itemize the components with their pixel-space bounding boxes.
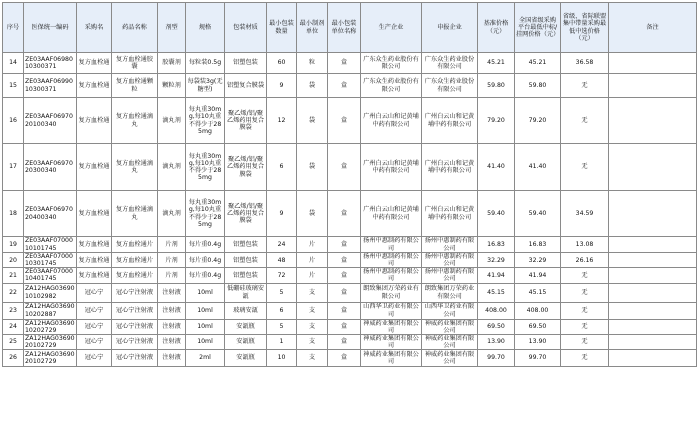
- table-cell: 片剂: [158, 253, 186, 268]
- table-cell: ZE03AAF0697020300340: [24, 144, 77, 191]
- column-header: 备注: [609, 3, 697, 53]
- table-cell: 广东众生药业股份有限公司: [422, 53, 478, 74]
- table-cell: [609, 191, 697, 237]
- table-cell: 41.94: [478, 268, 515, 283]
- drug-price-table: [2, 2, 697, 367]
- table-cell: 冠心宁: [77, 283, 112, 302]
- table-cell: ZA12HAG0369020102729: [25, 350, 75, 365]
- table-cell: ZE03AAF0699010300371: [24, 74, 77, 98]
- table-row: [3, 237, 697, 253]
- table-cell: 粒: [297, 53, 328, 74]
- table-cell: 无: [561, 334, 609, 349]
- table-cell: 冠心宁注射液: [112, 302, 158, 319]
- table-cell: 无: [561, 302, 609, 319]
- table-cell: 复方血栓通: [77, 237, 112, 253]
- table-cell: 无: [561, 319, 609, 334]
- table-cell: 13.90: [515, 334, 561, 349]
- table-cell: [609, 253, 697, 268]
- table-cell: 复方血栓通片: [112, 237, 158, 253]
- column-header: 医保统一编码: [24, 3, 77, 53]
- table-cell: 袋: [297, 144, 328, 191]
- table-cell: 41.94: [515, 268, 561, 283]
- table-cell: 每片重0.4g: [186, 268, 225, 283]
- table-cell: 69.50: [478, 319, 515, 334]
- table-cell: 盒: [328, 350, 361, 367]
- table-cell: 复方血栓通滴丸: [112, 144, 158, 191]
- table-cell: 盒: [328, 53, 361, 74]
- table-cell: 支: [297, 283, 328, 302]
- table-cell: 408.00: [478, 302, 515, 319]
- table-cell: 广州白云山和记黄埔中药有限公司: [361, 191, 422, 237]
- table-cell: 复方血栓通: [77, 74, 112, 98]
- table-cell: 12: [267, 98, 297, 144]
- table-cell: 20: [3, 253, 24, 268]
- table-cell: 21: [3, 268, 24, 283]
- table-cell: ZA12HAG0369020102729: [25, 334, 75, 349]
- table-cell: 10ml: [186, 334, 225, 349]
- table-cell: 盒: [328, 334, 361, 349]
- table-cell: 注射液: [158, 319, 186, 334]
- table-cell: 23: [3, 302, 24, 319]
- table-cell: 铝塑包装: [225, 253, 267, 268]
- column-header: 最小制剂单位: [297, 3, 328, 53]
- table-cell: 2ml: [186, 350, 225, 367]
- table-cell: 广州白云山和记黄埔中药有限公司: [361, 144, 422, 191]
- table-cell: 45.15: [515, 283, 561, 302]
- table-cell: 每片重0.4g: [186, 237, 225, 253]
- column-header: 省级、省际联盟集中带量采购最低中选价格（元）: [561, 3, 609, 53]
- table-cell: 冠心宁注射液: [112, 319, 158, 334]
- table-cell: 山西华卫药业有限公司: [361, 302, 422, 319]
- table-cell: [609, 350, 697, 367]
- table-cell: 盒: [328, 144, 361, 191]
- table-cell: 注射液: [158, 334, 186, 349]
- table-cell: 无: [561, 74, 609, 98]
- table-cell: 41.40: [478, 144, 515, 191]
- column-header: 药品名称: [112, 3, 158, 53]
- table-cell: 袋: [297, 191, 328, 237]
- table-cell: 复方血栓通片: [112, 268, 158, 283]
- table-cell: 复方血栓通: [77, 268, 112, 283]
- table-cell: 聚乙烯/铝/聚乙烯药用复合膜袋: [225, 98, 267, 144]
- table-cell: 复方血栓通: [77, 53, 112, 74]
- table-cell: 24: [3, 319, 24, 334]
- table-cell: 聚乙烯/铝/聚乙烯药用复合膜袋: [225, 144, 267, 191]
- table-row: [3, 191, 697, 237]
- table-cell: 支: [297, 350, 328, 367]
- column-header: 采购名: [77, 3, 112, 53]
- table-cell: 滴丸剂: [158, 144, 186, 191]
- table-cell: 支: [297, 334, 328, 349]
- table-cell: 支: [297, 319, 328, 334]
- table-cell: 扬州中惠制药有限公司: [422, 268, 478, 283]
- table-cell: 片剂: [158, 268, 186, 283]
- table-cell: 48: [267, 253, 297, 268]
- table-cell: 408.00: [515, 302, 561, 319]
- table-cell: ZE03AAF0700010401745: [24, 268, 77, 283]
- table-cell: 99.70: [515, 350, 561, 367]
- table-cell: 广州白云山和记黄埔中药有限公司: [422, 144, 478, 191]
- table-cell: 26: [3, 350, 24, 367]
- table-cell: 扬州中惠制药有限公司: [361, 268, 422, 283]
- table-cell: 13.90: [478, 334, 515, 349]
- table-cell: 9: [267, 191, 297, 237]
- table-cell: 广东众生药业股份有限公司: [422, 74, 478, 98]
- table-cell: 广州白云山和记黄埔中药有限公司: [422, 191, 478, 237]
- table-cell: 片: [297, 268, 328, 283]
- table-cell: 片剂: [158, 237, 186, 253]
- table-cell: ZE03AAF0697020400340: [24, 191, 77, 237]
- table-cell: ZA12HAG0369010102982: [24, 283, 77, 302]
- table-cell: 低硼硅玻璃安瓿: [225, 283, 267, 302]
- table-cell: 复方血栓通: [77, 144, 112, 191]
- table-cell: 复方血栓通胶囊: [112, 53, 158, 74]
- table-cell: ZE03AAF0697020100340: [24, 98, 77, 144]
- table-row: [3, 334, 697, 349]
- table-cell: 5: [267, 319, 297, 334]
- table-cell: 每丸重30mg,每10丸重不得少于285mg: [186, 144, 225, 191]
- table-cell: 扬州中惠制药有限公司: [361, 253, 422, 268]
- table-cell: 18: [3, 191, 24, 237]
- table-cell: 广东众生药业股份有限公司: [361, 53, 422, 74]
- table-cell: 10ml: [186, 283, 225, 302]
- table-row: [3, 98, 697, 144]
- table-cell: [609, 98, 697, 144]
- table-cell: ZE03AAF0698010300371: [24, 53, 77, 74]
- table-row: [3, 144, 697, 191]
- table-cell: 15: [3, 74, 24, 98]
- table-cell: [609, 302, 697, 319]
- table-cell: 神威药业集团有限公司: [361, 319, 422, 334]
- table-cell: 45.21: [478, 53, 515, 74]
- table-cell: 滴丸剂: [158, 191, 186, 237]
- table-cell: 无: [561, 268, 609, 283]
- table-cell: 神威药业集团有限公司: [422, 319, 478, 334]
- table-row: [3, 268, 697, 283]
- table-cell: 冠心宁: [77, 334, 112, 349]
- table-cell: ZE03AAF0700010101745: [24, 237, 77, 253]
- table-cell: 安瓿瓶: [225, 350, 267, 367]
- table-cell: 无: [561, 283, 609, 302]
- table-cell: 1: [267, 334, 297, 349]
- column-header: 基准价格（元）: [478, 3, 515, 53]
- table-cell: 32.29: [478, 253, 515, 268]
- table-cell: 6: [267, 302, 297, 319]
- table-cell: [609, 74, 697, 98]
- table-row: [3, 319, 697, 334]
- table-cell: 盒: [328, 98, 361, 144]
- table-cell: 10ml: [186, 319, 225, 334]
- table-cell: 59.40: [478, 191, 515, 237]
- table-cell: [609, 237, 697, 253]
- table-cell: 79.20: [478, 98, 515, 144]
- table-cell: 79.20: [515, 98, 561, 144]
- table-cell: 盒: [328, 237, 361, 253]
- table-cell: 5: [267, 283, 297, 302]
- table-cell: 扬州中惠制药有限公司: [361, 237, 422, 253]
- table-cell: 每丸重30mg,每10丸重不得少于285mg: [186, 191, 225, 237]
- table-cell: 袋: [297, 98, 328, 144]
- table-cell: [609, 334, 697, 349]
- table-cell: 广州白云山和记黄埔中药有限公司: [422, 98, 478, 144]
- table-cell: 盒: [328, 268, 361, 283]
- table-cell: 34.59: [561, 191, 609, 237]
- table-cell: 广州白云山和记黄埔中药有限公司: [361, 98, 422, 144]
- table-cell: 复方血栓通颗粒: [112, 74, 158, 98]
- table-cell: 朗致集团万荣药业有限公司: [422, 283, 478, 302]
- table-row: [3, 350, 697, 367]
- table-cell: 冠心宁: [77, 350, 112, 367]
- table-cell: 安瓿瓶: [225, 334, 267, 349]
- table-cell: 41.40: [515, 144, 561, 191]
- column-header: 剂型: [158, 3, 186, 53]
- table-cell: 16: [3, 98, 24, 144]
- table-cell: ZE03AAF0700010301745: [24, 253, 77, 268]
- table-cell: 冠心宁: [77, 302, 112, 319]
- table-cell: 盒: [328, 302, 361, 319]
- table-cell: [609, 53, 697, 74]
- table-cell: 复方血栓通片: [112, 253, 158, 268]
- table-cell: 17: [3, 144, 24, 191]
- table-cell: 59.80: [478, 74, 515, 98]
- table-cell: 32.29: [515, 253, 561, 268]
- column-header: 包装材质: [225, 3, 267, 53]
- table-cell: [609, 144, 697, 191]
- column-header: 序号: [3, 3, 24, 53]
- table-cell: 无: [561, 144, 609, 191]
- table-cell: 神威药业集团有限公司: [361, 350, 422, 367]
- table-cell: 9: [267, 74, 297, 98]
- table-cell: 扬州中惠制药有限公司: [422, 237, 478, 253]
- table-cell: 山西华卫药业有限公司: [422, 302, 478, 319]
- table-cell: 59.40: [515, 191, 561, 237]
- column-header: 生产企业: [361, 3, 422, 53]
- table-cell: 袋: [297, 74, 328, 98]
- table-cell: 36.58: [561, 53, 609, 74]
- table-cell: 复方血栓通滴丸: [112, 98, 158, 144]
- table-cell: 13.08: [561, 237, 609, 253]
- table-cell: 69.50: [515, 319, 561, 334]
- table-cell: 铝塑包装: [225, 237, 267, 253]
- table-cell: 冠心宁注射液: [112, 334, 158, 349]
- table-cell: 10: [267, 350, 297, 367]
- table-row: [3, 53, 697, 74]
- table-cell: ZA12HAG0369010202887: [25, 303, 75, 318]
- table-cell: 24: [267, 237, 297, 253]
- table-cell: 安瓿瓶: [225, 319, 267, 334]
- table-cell: 25: [3, 334, 24, 349]
- table-cell: 胶囊剂: [158, 53, 186, 74]
- table-cell: 10ml: [186, 302, 225, 319]
- table-cell: 45.15: [478, 283, 515, 302]
- table-cell: 冠心宁注射液: [112, 350, 158, 367]
- table-cell: [609, 283, 697, 302]
- table-cell: 72: [267, 268, 297, 283]
- table-cell: 盒: [328, 319, 361, 334]
- table-cell: 每袋装3g(无糖型): [186, 74, 225, 98]
- table-cell: 冠心宁: [77, 319, 112, 334]
- table-cell: 片: [297, 253, 328, 268]
- table-cell: 26.16: [561, 253, 609, 268]
- table-cell: 注射液: [158, 350, 186, 367]
- table-cell: 盒: [328, 283, 361, 302]
- table-cell: 复方血栓通: [77, 191, 112, 237]
- column-header: 规格: [186, 3, 225, 53]
- table-cell: 无: [561, 98, 609, 144]
- table-cell: 复方血栓通滴丸: [112, 191, 158, 237]
- table-cell: 22: [3, 283, 24, 302]
- table-cell: 片: [297, 237, 328, 253]
- table-cell: 14: [3, 53, 24, 74]
- table-row: [3, 74, 697, 98]
- table-cell: 复方血栓通: [77, 253, 112, 268]
- table-cell: 铝塑包装: [225, 268, 267, 283]
- table-cell: 玻璃安瓿: [225, 302, 267, 319]
- table-cell: 59.80: [515, 74, 561, 98]
- table-header: [3, 3, 697, 53]
- table-cell: 铝塑包装: [225, 53, 267, 74]
- table-cell: 朗致集团万荣药业有限公司: [361, 283, 422, 302]
- table-cell: 19: [3, 237, 24, 253]
- table-cell: 每片重0.4g: [186, 253, 225, 268]
- table-cell: 颗粒剂: [158, 74, 186, 98]
- table-cell: 盒: [328, 74, 361, 98]
- table-cell: 16.83: [515, 237, 561, 253]
- table-cell: 广东众生药业股份有限公司: [361, 74, 422, 98]
- column-header: 最小包装数量: [267, 3, 297, 53]
- table-cell: 每丸重30mg,每10丸重不得少于285mg: [186, 98, 225, 144]
- column-header: 全国省级采购平台最低中标/挂网价格（元）: [515, 3, 561, 53]
- table-cell: 注射液: [158, 302, 186, 319]
- table-cell: 注射液: [158, 283, 186, 302]
- table-cell: 盒: [328, 191, 361, 237]
- table-cell: 无: [561, 350, 609, 367]
- table-cell: 铝塑复合膜袋: [225, 74, 267, 98]
- table-row: [3, 283, 697, 302]
- table-cell: ZA12HAG0369010202729: [25, 319, 75, 334]
- table-cell: 16.83: [478, 237, 515, 253]
- table-cell: 99.70: [478, 350, 515, 367]
- table-cell: 45.21: [515, 53, 561, 74]
- table-cell: 神威药业集团有限公司: [361, 334, 422, 349]
- column-header: 申报企业: [422, 3, 478, 53]
- table-cell: 神威药业集团有限公司: [422, 350, 478, 367]
- table-row: [3, 302, 697, 319]
- table-cell: 冠心宁注射液: [112, 283, 158, 302]
- column-header: 最小包装单位名称: [328, 3, 361, 53]
- table-cell: 盒: [328, 253, 361, 268]
- table-cell: [609, 319, 697, 334]
- table-cell: 支: [297, 302, 328, 319]
- table-cell: 滴丸剂: [158, 98, 186, 144]
- table-cell: 神威药业集团有限公司: [422, 334, 478, 349]
- table-cell: 60: [267, 53, 297, 74]
- table-cell: 6: [267, 144, 297, 191]
- table-cell: [609, 268, 697, 283]
- table-body: [3, 53, 697, 367]
- table-row: [3, 253, 697, 268]
- table-cell: 聚乙烯/铝/聚乙烯药用复合膜袋: [225, 191, 267, 237]
- table-cell: 扬州中惠制药有限公司: [422, 253, 478, 268]
- table-cell: 每粒装0.5g: [186, 53, 225, 74]
- table-cell: 复方血栓通: [77, 98, 112, 144]
